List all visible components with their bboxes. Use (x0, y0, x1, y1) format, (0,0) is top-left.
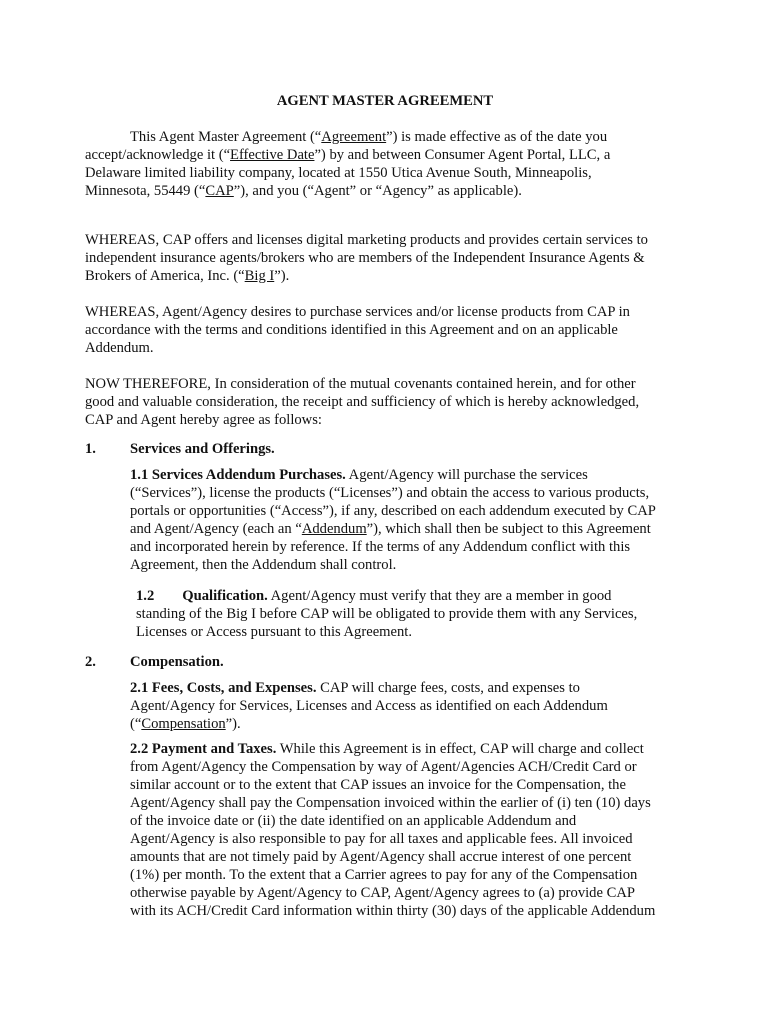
s2-2-line-6: Agent/Agency is also responsible to pay for all taxes and applicable fees. All invoiced (130, 831, 633, 847)
s2-1-line-3: (“Compensation”). (130, 716, 241, 732)
now-therefore-line-1: NOW THEREFORE, In consideration of the mutual covenants contained herein, and for other (85, 376, 636, 392)
whereas2-line-2: accordance with the terms and conditions identified in this Agreement and on an applicable (85, 322, 618, 338)
s2-2-line-8: (1%) per month. To the extent that a Carrier agrees to pay for any of the Compensation (130, 867, 638, 883)
s1-1-line-1: 1.1 Services Addendum Purchases. Agent/Agency will purchase the services (130, 467, 588, 483)
s2-1-line-2: Agent/Agency for Services, Licenses and Access as identified on each Addendum (130, 698, 608, 714)
s1-2-number: 1.2 (136, 588, 155, 604)
section2-heading: Compensation. (130, 654, 224, 670)
whereas1-line-2: independent insurance agents/brokers who are members of the Independent Insurance Agents & (85, 250, 645, 266)
whereas1-line-1: WHEREAS, CAP offers and licenses digital marketing products and provides certain services to (85, 232, 648, 248)
s1-1-line-5: and incorporated herein by reference. If the terms of any Addendum conflict with this (130, 539, 631, 555)
s2-2-line-9: otherwise payable by Agent/Agency to CAP, Agent/Agency agrees to (a) provide CAP (130, 885, 635, 901)
s2-2-line-7: amounts that are not timely paid by Agent/Agency shall accrue interest of one percent (130, 849, 632, 865)
whereas1-line-3: Brokers of America, Inc. (“Big I”). (85, 268, 290, 284)
term-addendum: Addendum (301, 521, 367, 537)
intro-line-2: accept/acknowledge it (“Effective Date”) by and between Consumer Agent Portal, LLC, a (85, 147, 611, 163)
s1-2-line-3: Licenses or Access pursuant to this Agreement. (136, 624, 412, 640)
now-therefore-line-2: good and valuable consideration, the receipt and sufficiency of which is hereby acknowledged, (85, 394, 640, 410)
s2-2-heading: 2.2 Payment and Taxes. (130, 741, 277, 757)
intro-line-1: This Agent Master Agreement (“Agreement”) is made effective as of the date you (130, 129, 608, 145)
s1-1-line-4: and Agent/Agency (each an “Addendum”), which shall then be subject to this Agreement (130, 521, 651, 537)
document-title: AGENT MASTER AGREEMENT (276, 93, 494, 109)
s1-1-line-6: Agreement, then the Addendum shall control. (130, 557, 397, 573)
whereas2-line-3: Addendum. (85, 340, 154, 356)
term-agreement: Agreement (321, 129, 387, 145)
term-effective-date: Effective Date (230, 147, 315, 163)
term-big-i: Big I (244, 268, 275, 284)
s1-2-line-2: standing of the Big I before CAP will be obligated to provide them with any Services, (136, 606, 638, 622)
s2-1-heading: 2.1 Fees, Costs, and Expenses. (130, 680, 317, 696)
s2-2-line-10: with its ACH/Credit Card information within thirty (30) days of the applicable Addendum (130, 903, 656, 919)
section1-number: 1. (85, 441, 96, 457)
s2-2-line-2: from Agent/Agency the Compensation by way of Agent/Agencies ACH/Credit Card or (130, 759, 637, 775)
section2-number: 2. (85, 654, 96, 670)
s1-1-heading: 1.1 Services Addendum Purchases. (130, 467, 346, 483)
s2-1-line-1: 2.1 Fees, Costs, and Expenses. CAP will charge fees, costs, and expenses to (130, 680, 580, 696)
s1-1-line-2: (“Services”), license the products (“Licenses”) and obtain the access to various products, (130, 485, 650, 501)
intro-line-3: Delaware limited liability company, located at 1550 Utica Avenue South, Minneapolis, (85, 165, 592, 181)
s1-2-heading: Qualification. (182, 588, 268, 604)
intro-line-4: Minnesota, 55449 (“CAP”), and you (“Agent” or “Agency” as applicable). (85, 183, 522, 199)
s2-2-line-3: similar account or to the extent that CAP issues an invoice for the Compensation, the (130, 777, 626, 793)
s1-1-line-3: portals or opportunities (“Access”), if any, described on each addendum executed by CAP (130, 503, 656, 519)
whereas2-line-1: WHEREAS, Agent/Agency desires to purchase services and/or license products from CAP in (85, 304, 630, 320)
s2-2-line-4: Agent/Agency shall pay the Compensation invoiced within the earlier of (i) ten (10) days (130, 795, 651, 811)
term-cap: CAP (205, 183, 234, 199)
s1-2-line-1: 1.2 Qualification. Agent/Agency must verify that they are a member in good (136, 588, 612, 604)
term-compensation: Compensation (141, 716, 226, 732)
s2-2-line-5: of the invoice date or (ii) the date identified on an applicable Addendum and (130, 813, 577, 829)
section1-heading: Services and Offerings. (130, 441, 275, 457)
s2-2-line-1: 2.2 Payment and Taxes. While this Agreement is in effect, CAP will charge and collect (130, 741, 644, 757)
now-therefore-line-3: CAP and Agent hereby agree as follows: (85, 412, 322, 428)
